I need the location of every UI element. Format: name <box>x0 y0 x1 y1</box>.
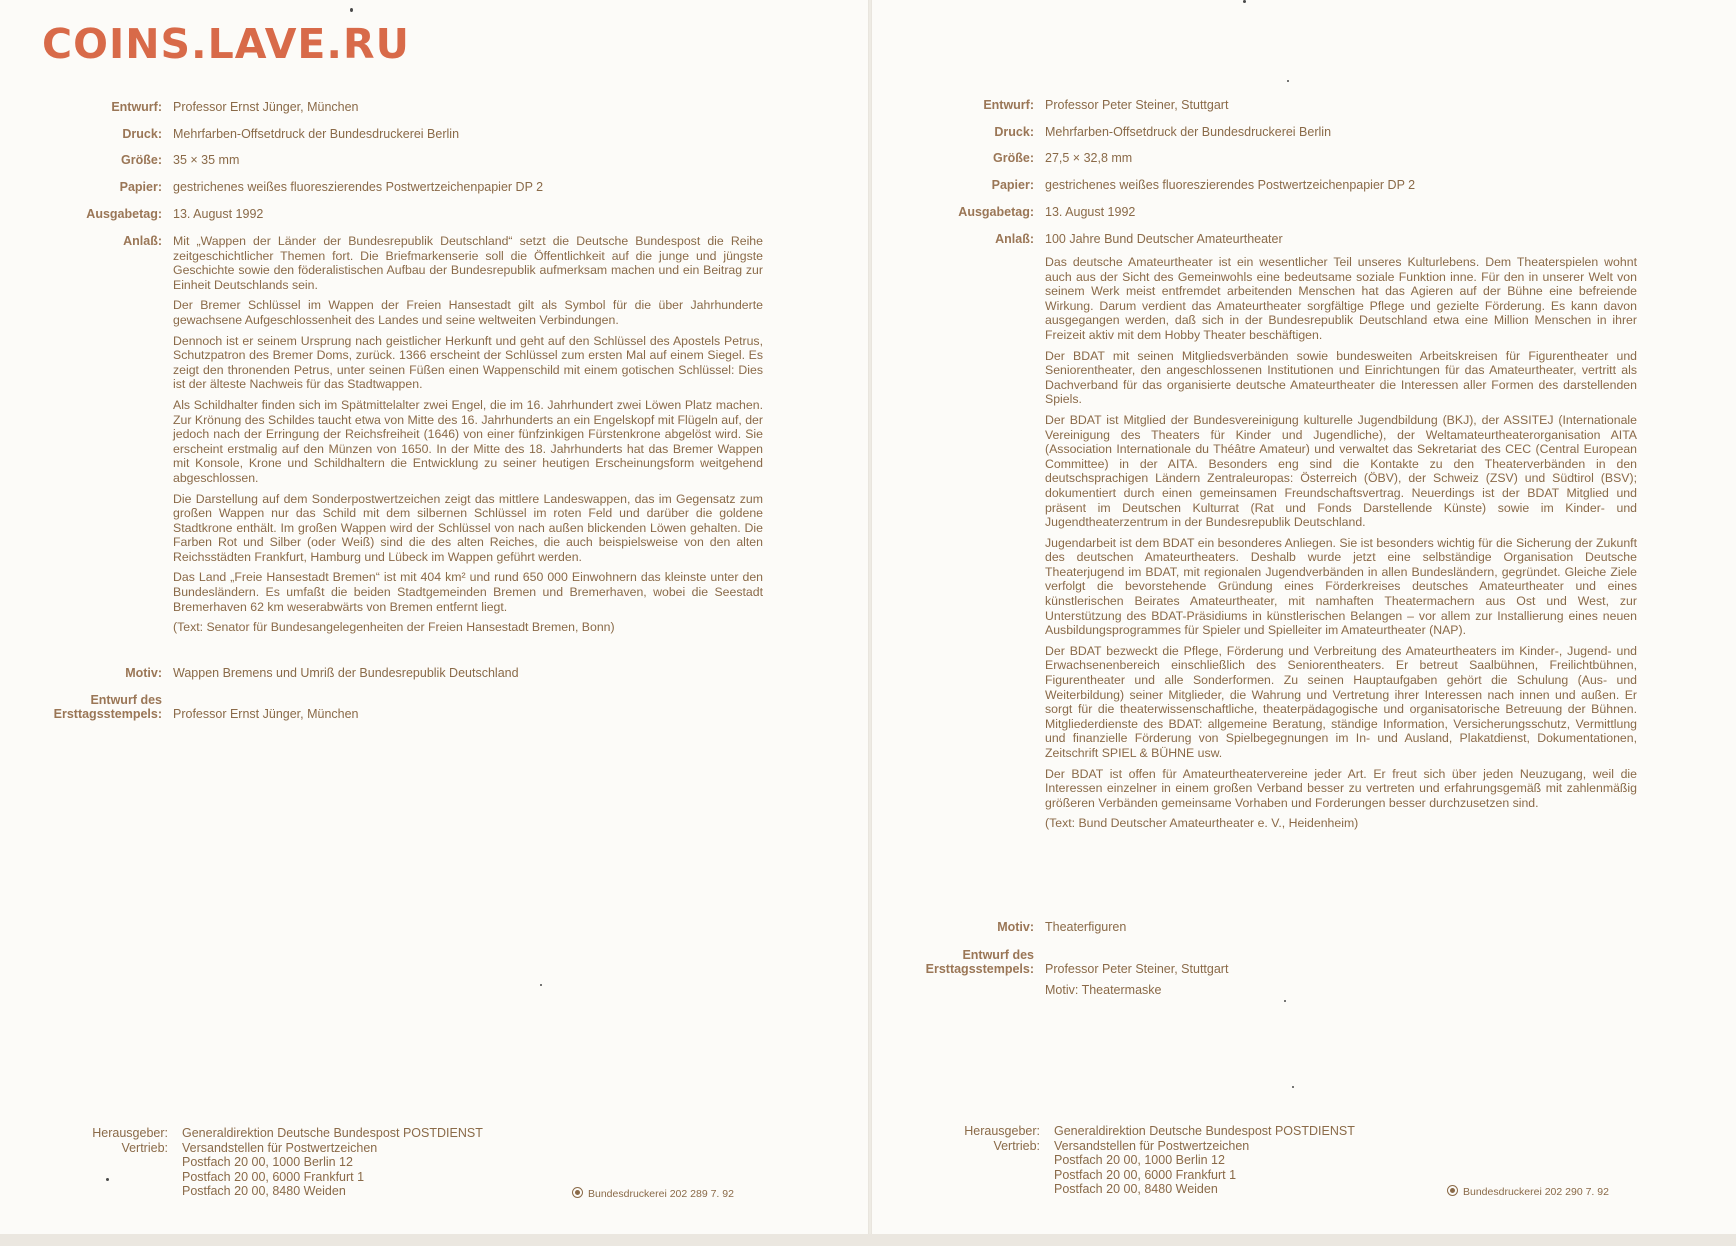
stempel-label-line2: Ersttagsstempels: <box>925 962 1034 976</box>
right-anlass-paragraph: Das deutsche Amateurtheater ist ein wesentlicher Teil unseres Kulturlebens. Dem Theaterspielen wohnt auch aus der Sicht des Gemeinwohls eine bedeutsame soziale Funktion inne. Für den in unserer Welt von seinem Werk meist entfremdet arbeitenden Menschen hat das Agieren auf der Bühne eine befreiende Wirkung. Darum verdient das Amateurtheater sorgfältige Pflege und gezielte Förderung. Es kann davon ausgegangen werden, daß sich in der Bundesrepublik Deutschland etwa eine Million Menschen in ihrer Freizeit aktiv mit dem Hobby Theater beschäftigen. <box>1045 255 1637 342</box>
bundesdruckerei-seal-icon <box>572 1187 583 1198</box>
left-anlass-paragraph: Das Land „Freie Hansestadt Bremen“ ist mit 404 km² und rund 650 000 Einwohnern das kleinste unter den Bundesländern. Es umfaßt die beiden Stadtgemeinden Bremen und Bremerhaven, wobei die Seestadt Bremerhaven 62 km weserabwärts von Bremen entfernt liegt. <box>173 570 763 614</box>
stempel-label-line1: Entwurf des <box>90 693 162 707</box>
right-druck-value: Mehrfarben-Offsetdruck der Bundesdruckerei Berlin <box>1045 125 1332 139</box>
right-ausgabetag-value: 13. August 1992 <box>1045 205 1136 219</box>
ausgabetag-label: Ausgabetag: <box>86 207 162 221</box>
footer-line: Generaldirektion Deutsche Bundespost POSTDIENST <box>1054 1124 1355 1138</box>
footer-line: Postfach 20 00, 8480 Weiden <box>1054 1182 1218 1197</box>
stempel-label-line1: Entwurf des <box>962 948 1034 962</box>
right-entwurf-value: Professor Peter Steiner, Stuttgart <box>1045 98 1229 112</box>
footer-line: Versandstellen für Postwertzeichen <box>1054 1138 1250 1153</box>
right-stempel-value: Professor Peter Steiner, Stuttgart <box>1045 962 1229 976</box>
paper-speck <box>1287 80 1289 82</box>
druck-label: Druck: <box>122 127 162 141</box>
right-info-sheet <box>872 0 1736 1234</box>
paper-speck <box>106 1178 109 1181</box>
right-stempel-motiv: Motiv: Theatermaske <box>1045 983 1162 997</box>
herausgeber-label: Herausgeber: <box>92 1126 168 1140</box>
paper-speck <box>1292 1086 1294 1088</box>
left-anlass-paragraph: Dennoch ist er seinem Ursprung nach geistlicher Herkunft und geht auf den Schlüssel des Apostels Petrus, Schutzpatron des Bremer Doms, zurück. 1366 erscheint der Schlüssel zum ersten Mal auf einem Siegel. Es zeigt den thronenden Petrus, unter seinen Füßen einen Wappenschild mit einem gotischen Schlüssel: Dies ist der älteste Nachweis für das Stadtwappen. <box>173 333 763 392</box>
footer-line: Versandstellen für Postwertzeichen <box>182 1140 378 1155</box>
anlass-label: Anlaß: <box>995 232 1034 246</box>
footer-line: Generaldirektion Deutsche Bundespost POSTDIENST <box>182 1126 483 1140</box>
paper-speck <box>350 8 353 12</box>
left-anlass-paragraph: Mit „Wappen der Länder der Bundesrepublik Deutschland“ setzt die Deutsche Bundespost die Reihe zeitgeschichtlicher Themen fort. Die Briefmarkenserie soll die Öffentlichkeit auf die junge und jüngste Geschichte sowie den föderalistischen Aufbau der Bundesrepublik aufmerksam machen und ein Beitrag zur Einheit Deutschlands sein. <box>173 234 763 292</box>
watermark-logo: COINS.LAVE.RU <box>42 20 410 68</box>
left-footer-values <box>182 1126 483 1199</box>
right-anlass-title: 100 Jahre Bund Deutscher Amateurtheater <box>1045 232 1283 246</box>
right-anlass-paragraph: Der BDAT mit seinen Mitgliedsverbänden sowie bundesweiten Arbeitskreisen für Figurentheater und Seniorentheater, den angeschlossenen Institutionen und Einrichtungen für das Amateurtheater, vertritt als Dachverband für das organisierte deutsche Amateurtheater die Interessen aller Formen des darstellenden Spiels. <box>1045 348 1637 407</box>
right-groesse-value: 27,5 × 32,8 mm <box>1045 151 1133 165</box>
groesse-label: Größe: <box>993 151 1034 165</box>
entwurf-label: Entwurf: <box>111 100 162 114</box>
druck-label: Druck: <box>994 125 1034 139</box>
left-anlass-paragraph: Der Bremer Schlüssel im Wappen der Freien Hansestadt gilt als Symbol für die über Jahrhunderte gewachsene Aufgeschlossenheit des Landes und seine weltweiten Verbindungen. <box>173 298 763 327</box>
right-papier-value: gestrichenes weißes fluoreszierendes Postwertzeichenpapier DP 2 <box>1045 178 1416 192</box>
groesse-label: Größe: <box>121 153 162 167</box>
left-stempel-value: Professor Ernst Jünger, München <box>173 707 359 721</box>
right-footer-labels <box>882 1124 1040 1153</box>
papier-label: Papier: <box>119 180 162 194</box>
motiv-label: Motiv: <box>997 920 1034 934</box>
bundesdruckerei-seal-icon <box>1447 1185 1458 1196</box>
right-anlass-paragraph: Jugendarbeit ist dem BDAT ein besonderes Anliegen. Sie ist besonders wichtig für die Sicherung der Zukunft des deutschen Amateurtheaters. Deshalb wurde jetzt eine selbständige Organisation Deutsche Theaterjugend im BDAT, mit regionalen Jugendverbänden in allen Bundesländern, gegründet. Gleiche Ziele verfolgt die bevorstehende Gründung eines Förderkreises deutsches Amateurtheater und eines künstlerischen Beirates Amateurtheater, mit namhaften Theatermachern aus Ost und West, zur Unterstützung des BDAT-Präsidiums in künstlerischen Belangen – vor allem zur Installierung eines neuen Ausbildungsprogrammes für Spieler und Spielleiter im Amateurtheater (NAP). <box>1045 535 1637 638</box>
left-anlass-text <box>173 234 763 641</box>
page-bottom-edge <box>0 1234 1736 1246</box>
left-groesse-value: 35 × 35 mm <box>173 153 240 167</box>
entwurf-label: Entwurf: <box>983 98 1034 112</box>
left-info-sheet <box>0 0 868 1234</box>
right-anlass-paragraph: Der BDAT bezweckt die Pflege, Förderung und Verbreitung des Amateurtheaters im Kinder-, Jugend- und Erwachsenenbereich einschließlich des Seniorentheaters. Er betreut Saalbühnen, Freilichtbühnen, Figurentheater und alle Sonderformen. Zu seinen Hauptaufgaben gehört die Schulung (Aus- und Weiterbildung) seiner Mitglieder, die Wahrung und Vertretung ihrer Interessen nach innen und außen. Er sorgt für die theaterwissenschaftliche, theaterpädagogische und organisatorische Betreuung der Bühnen. Mitgliederdienste des BDAT: allgemeine Beratung, ständige Information, Versicherungsschutz, Vermittlung und finanzielle Förderung von Spielbegegnungen im In- und Ausland, Plakatdienst, Dokumentationen, Zeitschrift SPIEL & BÜHNE usw. <box>1045 643 1637 760</box>
left-ausgabetag-value: 13. August 1992 <box>173 207 264 221</box>
stempel-label-line2: Ersttagsstempels: <box>53 707 162 721</box>
left-printer-imprint <box>572 1187 734 1200</box>
right-anlass-text <box>1045 255 1637 837</box>
left-anlass-paragraph: Als Schildhalter finden sich im Spätmittelalter zwei Engel, die im 16. Jahrhundert zwei Löwen Platz machen. Zur Krönung des Schildes taucht etwa von Mitte des 16. Jahrhunderts an ein Engelskopf mit Flügeln auf, der jedoch nach der Erringung der Reichsfreiheit (1646) von einer fünfzinkigen Fürstenkrone abgelöst wird. Sie erscheint erstmalig auf den Münzen von 1650. In der Mitte des 18. Jahrhunderts hat das Bremer Wappen mit Konsole, Krone und Schildhaltern die Entwicklung zu seiner heutigen Erscheinungsform weitgehend abgeschlossen. <box>173 397 763 485</box>
footer-line: Postfach 20 00, 1000 Berlin 12 <box>182 1155 353 1170</box>
right-printer-imprint <box>1447 1185 1609 1198</box>
left-footer-labels <box>10 1126 168 1155</box>
left-druck-value: Mehrfarben-Offsetdruck der Bundesdruckerei Berlin <box>173 127 460 141</box>
footer-line: Postfach 20 00, 6000 Frankfurt 1 <box>182 1169 365 1184</box>
vertrieb-label: Vertrieb: <box>121 1140 168 1155</box>
paper-speck <box>1284 1000 1286 1002</box>
left-anlass-paragraph: Die Darstellung auf dem Sonderpostwertzeichen zeigt das mittlere Landeswappen, das im Gegensatz zum großen Wappen nur das Schild mit dem silbernen Schlüssel im roten Feld und darüber die goldene Stadtkrone enthält. Im großen Wappen wird der Schlüssel von nach außen blickenden Löwen gehalten. Die Farben Rot und Silber (oder Weiß) sind die des alten Reiches, die auch beispielsweise von den alten Reichsstädten Frankfurt, Hamburg und Lübeck im Wappen geführt werden. <box>173 491 763 564</box>
herausgeber-label: Herausgeber: <box>964 1124 1040 1138</box>
footer-line: Postfach 20 00, 1000 Berlin 12 <box>1054 1153 1225 1168</box>
left-printer-text: Bundesdruckerei 202 289 7. 92 <box>588 1188 734 1200</box>
footer-line: Postfach 20 00, 8480 Weiden <box>182 1184 346 1199</box>
right-anlass-paragraph: Der BDAT ist Mitglied der Bundesvereinigung kulturelle Jugendbildung (BKJ), der ASSITEJ (Internationale Vereinigung des Theaters für Kinder und Jugendliche), der Weltamateurtheaterorganisation AITA (Association Internationale du Théâtre Amateur) und verwaltet das Sekretariat des CEC (Central European Committee) in der AITA. Besonders eng sind die Kontakte zu den Theaterverbänden in den deutschsprachigen Ländern Zentraleuropas: Österreich (ÖBV), der Schweiz (ZSV) und Südtirol (BSV); dokumentiert durch einen gemeinsamen Freundschaftsvertrag. Neuerdings ist der BDAT Mitglied und präsent im Deutschen Kulturrat (Rat und Fonds Darstellende Künste) sowie im Kinder- und Jugendtheaterzentrum in der Bundesrepublik Deutschland. <box>1045 412 1637 530</box>
right-printer-text: Bundesdruckerei 202 290 7. 92 <box>1463 1186 1609 1198</box>
vertrieb-label: Vertrieb: <box>993 1138 1040 1153</box>
right-motiv-value: Theaterfiguren <box>1045 920 1127 934</box>
motiv-label: Motiv: <box>125 666 162 680</box>
paper-speck <box>540 984 542 986</box>
right-anlass-paragraph: Der BDAT ist offen für Amateurtheatervereine jeder Art. Er freut sich über jeden Neuzugang, weil die Interessen einzelner in einem großen Verband besser zu vertreten und erfahrungsgemäß mit zahlenmäßig größeren Verbänden gemeinsame Vorhaben und Forderungen besser durchzusetzen sind. <box>1045 766 1637 810</box>
papier-label: Papier: <box>991 178 1034 192</box>
left-motiv-value: Wappen Bremens und Umriß der Bundesrepublik Deutschland <box>173 666 519 680</box>
left-anlass-source: (Text: Senator für Bundesangelegenheiten der Freien Hansestadt Bremen, Bonn) <box>173 620 615 635</box>
paper-speck <box>1243 0 1246 3</box>
footer-line: Postfach 20 00, 6000 Frankfurt 1 <box>1054 1167 1237 1182</box>
ausgabetag-label: Ausgabetag: <box>958 205 1034 219</box>
anlass-label: Anlaß: <box>123 234 162 248</box>
left-entwurf-value: Professor Ernst Jünger, München <box>173 100 359 114</box>
left-papier-value: gestrichenes weißes fluoreszierendes Postwertzeichenpapier DP 2 <box>173 180 544 194</box>
right-anlass-source: (Text: Bund Deutscher Amateurtheater e. V., Heidenheim) <box>1045 816 1359 831</box>
right-footer-values <box>1054 1124 1355 1197</box>
